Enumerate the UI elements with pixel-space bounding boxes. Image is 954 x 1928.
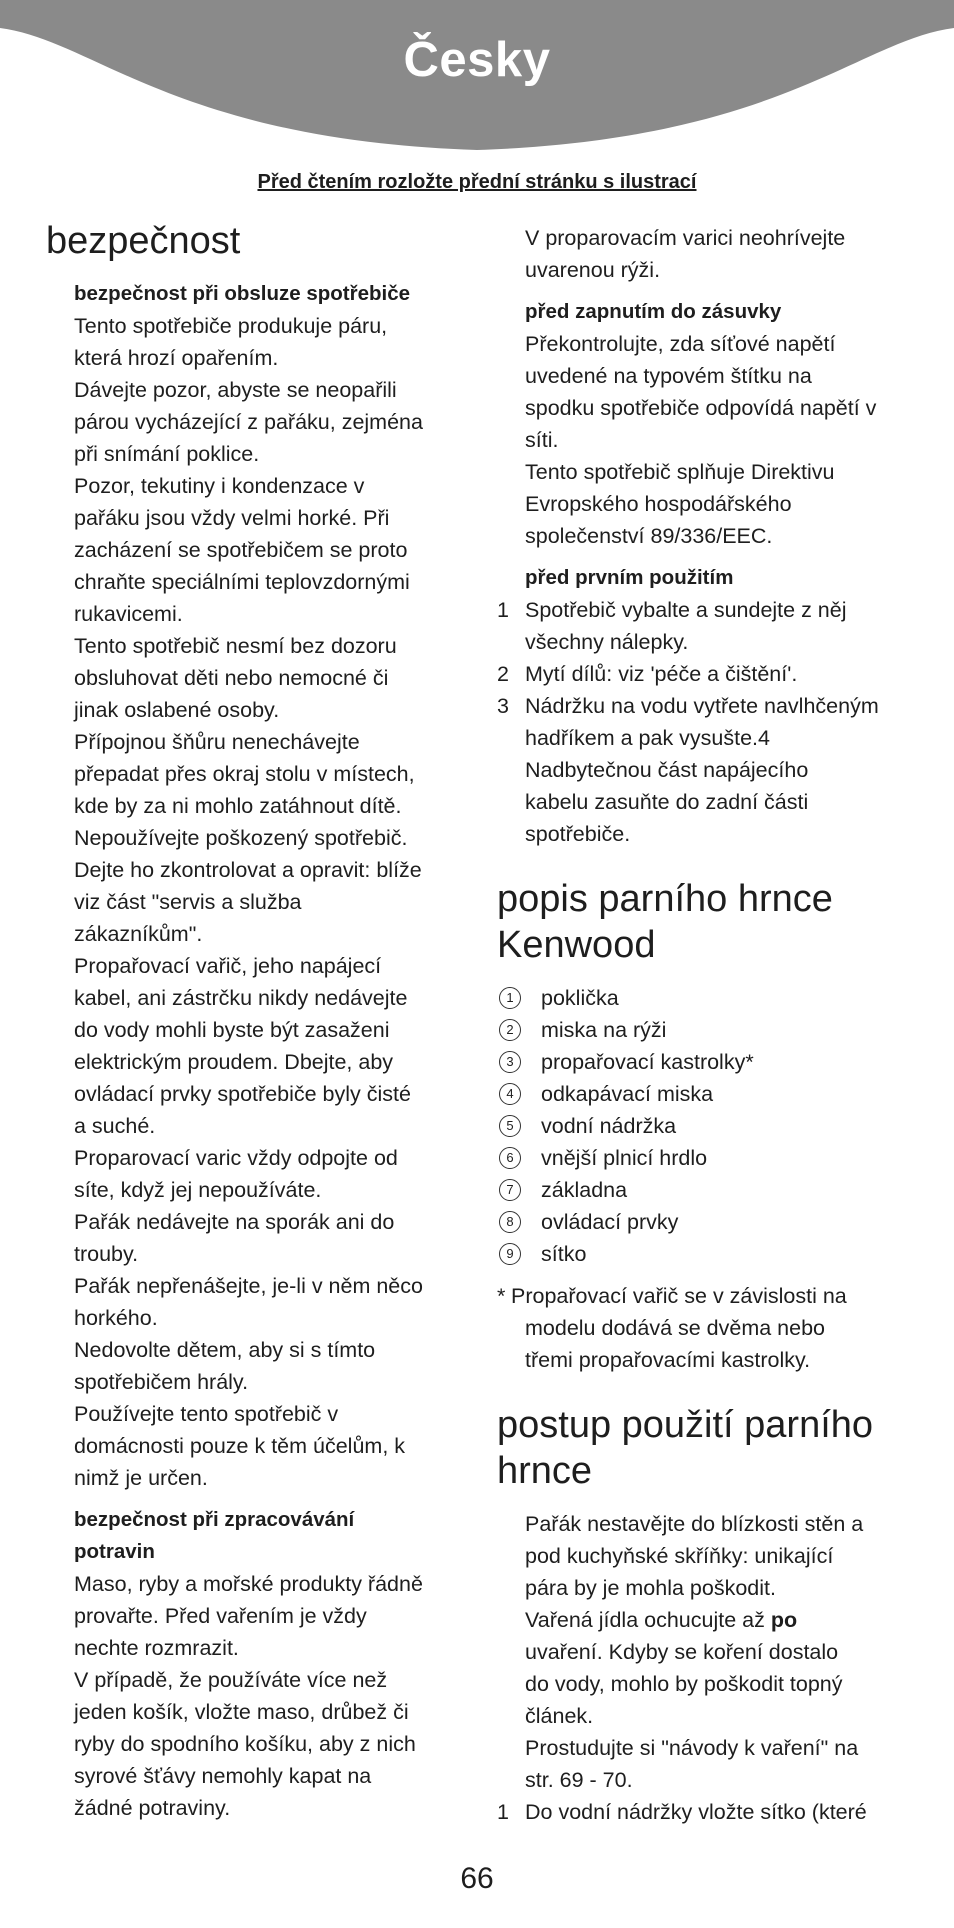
text-line: obsluhovat děti nebo nemocné či [74,666,389,690]
legend-item [497,1014,917,1046]
voltage-check-text [525,328,917,552]
subheading-before-first-use: před prvním použitím [525,566,734,589]
legend-item [497,1174,917,1206]
text-line: str. 69 - 70. [525,1768,633,1792]
text-line: třemi propařovacími kastrolky. [525,1348,811,1372]
step-text [525,658,797,690]
text-line: Dejte ho zkontrolovat a opravit: blíže [74,858,422,882]
text-line: a suché. [74,1114,156,1138]
text-line: Evropského hospodářského [525,492,792,516]
legend-item [497,1238,917,1270]
numbered-step [497,594,917,658]
text-line: síte, když jej nepoužíváte. [74,1178,322,1202]
text-line: pára by je mohla poškodit. [525,1576,776,1600]
text-line: spodku spotřebiče odpovídá napětí v [525,396,877,420]
usage-text-pre: Vařená jídla ochucujte až [525,1608,771,1632]
text-line: Maso, ryby a mořské produkty řádně [74,1572,423,1596]
text-line: Spotřebič vybalte a sundejte z něj [525,598,847,622]
step-number: 2 [497,662,509,686]
text-line: uvedené na typovém štítku na [525,364,812,388]
legend-label: miska na rýži [541,1018,667,1042]
text-line: jeden košík, vložte maso, drůbež či [74,1700,409,1724]
text-line: rukavicemi. [74,602,183,626]
text-line: zákazníkům". [74,922,203,946]
section-heading-usage [497,1402,917,1494]
text-line: síti. [525,428,559,452]
heading-line: postup použití parního [497,1404,874,1446]
usage-bold-line [525,1604,917,1636]
text-line: Pařák nepřenášejte, je-li v něm něco [74,1274,423,1298]
text-line: Překontrolujte, zda síťové napětí [525,332,836,356]
text-line: horkého. [74,1306,158,1330]
legend-label: vnější plnicí hrdlo [541,1146,708,1170]
right-column [497,218,917,1828]
text-line: Mytí dílů: viz 'péče a čištění'. [525,662,798,686]
subheading-operation-safety: bezpečnost při obsluze spotřebiče [74,282,411,305]
text-line: Tento spotřebič splňuje Direktivu [525,460,835,484]
circled-number-icon: 1 [499,987,521,1009]
text-line: kde by za ni mohlo zatáhnout dítě. [74,794,402,818]
circled-number-icon: 3 [499,1051,521,1073]
text-line: Proparovací varic vždy odpojte od [74,1146,398,1170]
subheading-food-safety [74,1504,466,1568]
text-line: spotřebičem hrály. [74,1370,249,1394]
subheading-line: bezpečnost při zpracovávání [74,1508,355,1531]
text-line: Pařák nedávejte na sporák ani do [74,1210,395,1234]
usage-step [497,1796,917,1828]
text-line: článek. [525,1704,594,1728]
section-heading-description [497,876,917,968]
text-line: která hrozí opařením. [74,346,279,370]
footnote-continuation [497,1312,917,1376]
text-line: Tento spotřebič nesmí bez dozoru [74,634,397,658]
legend-item [497,982,917,1014]
intro-instruction: Před čtením rozložte přední stránku s ilustrací [257,171,697,193]
subheading-before-plugging: před zapnutím do zásuvky [525,300,782,323]
legend-label: sítko [541,1242,587,1266]
circled-number-icon: 6 [499,1147,521,1169]
usage-text [525,1508,917,1604]
text-line: trouby. [74,1242,139,1266]
text-line: při snímání poklice. [74,442,260,466]
text-line: Nedovolte dětem, aby si s tímto [74,1338,376,1362]
text-line: všechny nálepky. [525,630,689,654]
header-band [0,0,954,160]
circled-number-icon: 8 [499,1211,521,1233]
text-line: viz část "servis a služba [74,890,302,914]
text-line: Dávejte pozor, abyste se neopařili [74,378,397,402]
numbered-step [497,690,917,850]
legend-label: poklička [541,986,619,1010]
text-line: párou vycházející z pařáku, zejména [74,410,423,434]
text-line: kabel, ani zástrčku nikdy nedávejte [74,986,408,1010]
text-line: spotřebiče. [525,822,631,846]
text-line: V případě, že používáte více než [74,1668,388,1692]
text-line: pařáku jsou vždy velmi horké. Při [74,506,390,530]
heading-line: Kenwood [497,924,656,966]
text-line: ovládací prvky spotřebiče byly čisté [74,1082,411,1106]
text-line: Pařák nestavějte do blízkosti stěn a [525,1512,864,1536]
legend-label: odkapávací miska [541,1082,714,1106]
language-title: Česky [403,33,551,87]
text-line: ryby do spodního košíku, aby z nich [74,1732,416,1756]
legend-item [497,1206,917,1238]
legend-label: ovládací prvky [541,1210,679,1234]
text-line: uvarenou rýži. [525,258,661,282]
step-text: Do vodní nádržky vložte sítko (které [525,1800,867,1824]
text-line: přepadat přes okraj stolu v místech, [74,762,415,786]
parts-legend [497,982,917,1270]
first-use-steps [497,594,917,850]
step-number: 1 [497,598,509,622]
circled-number-icon: 5 [499,1115,521,1137]
step-text [525,594,847,658]
heading-line: popis parního hrnce [497,878,833,920]
text-line: Nadbytečnou část napájecího [525,758,809,782]
text-line: Pozor, tekutiny i kondenzace v [74,474,365,498]
circled-number-icon: 9 [499,1243,521,1265]
text-line: jinak oslabené osoby. [74,698,280,722]
text-line: elektrickým proudem. Dbejte, aby [74,1050,394,1074]
step-number: 3 [497,694,509,718]
step-number: 1 [497,1800,509,1824]
footnote [497,1280,917,1376]
usage-text-continued [525,1636,917,1796]
section-heading-safety: bezpečnost [46,220,241,262]
text-line: do vody mohli byste být zasaženi [74,1018,390,1042]
text-line: domácnosti pouze k těm účelům, k [74,1434,406,1458]
circled-number-icon: 4 [499,1083,521,1105]
text-line: pod kuchyňské skříňky: unikající [525,1544,834,1568]
step-text [525,690,879,850]
page-number: 66 [460,1862,494,1895]
text-line: uvaření. Kdyby se koření dostalo [525,1640,839,1664]
text-line: hadříkem a pak vysušte.4 [525,726,770,750]
legend-label: základna [541,1178,628,1202]
text-line: zacházení se spotřebičem se proto [74,538,408,562]
legend-label: vodní nádržka [541,1114,677,1138]
heading-line: hrnce [497,1450,593,1492]
text-line: Prostudujte si "návody k vaření" na [525,1736,859,1760]
legend-item [497,1110,917,1142]
text-line: Tento spotřebiče produkuje páru, [74,314,388,338]
footnote-text: Propařovací vařič se v závislosti na [511,1284,847,1308]
text-line: nechte rozmrazit. [74,1636,239,1660]
text-line: chraňte speciálními teplovzdornými [74,570,410,594]
text-line: Přípojnou šňůru nenechávejte [74,730,360,754]
footnote-star: * [497,1284,506,1308]
text-line: Nepoužívejte poškozený spotřebič. [74,826,408,850]
text-line: provařte. Před vařením je vždy [74,1604,367,1628]
legend-item [497,1078,917,1110]
subheading-line: potravin [74,1540,155,1563]
legend-item [497,1142,917,1174]
circled-number-icon: 2 [499,1019,521,1041]
text-line: V proparovacím varici neohrívejte [525,226,846,250]
text-line: Používejte tento spotřebič v [74,1402,339,1426]
rice-warning-text [525,222,917,286]
text-line: Nádržku na vodu vytřete navlhčeným [525,694,879,718]
text-line: Propařovací vařič, jeho napájecí [74,954,382,978]
legend-item [497,1046,917,1078]
usage-text-bold: po [770,1608,798,1632]
legend-label: propařovací kastrolky* [541,1050,754,1074]
text-line: žádné potraviny. [74,1796,231,1820]
text-line: do vody, mohlo by poškodit topný [525,1672,843,1696]
text-line: společenství 89/336/EEC. [525,524,773,548]
circled-number-icon: 7 [499,1179,521,1201]
numbered-step [497,658,917,690]
text-line: modelu dodává se dvěma nebo [525,1316,826,1340]
text-line: syrové šťávy nemohly kapat na [74,1764,372,1788]
left-column [46,218,466,1824]
text-line: nimž je určen. [74,1466,208,1490]
text-line: kabelu zasuňte do zadní části [525,790,809,814]
operation-safety-text [74,310,466,1494]
food-safety-text [74,1568,466,1824]
